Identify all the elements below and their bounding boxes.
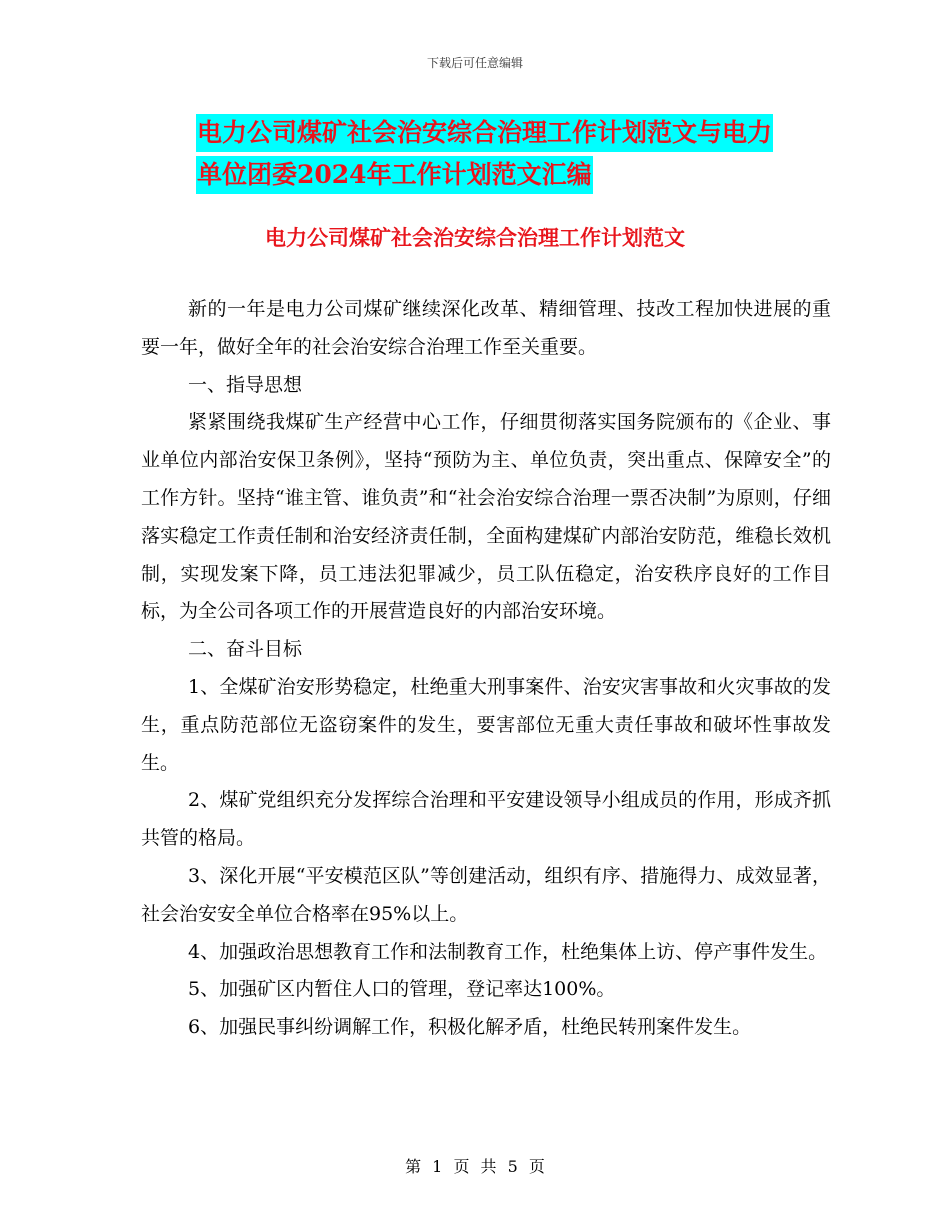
document-title-line-1: 电力公司煤矿社会治安综合治理工作计划范文与电力 xyxy=(196,114,773,152)
paragraph-intro: 新的一年是电力公司煤矿继续深化改革、精细管理、技改工程加快进展的重要一年，做好全年的社会治安综合治理工作至关重要。 xyxy=(141,298,831,358)
goal-item-2: 2、煤矿党组织充分发挥综合治理和平安建设领导小组成员的作用，形成齐抓共管的格局。 xyxy=(141,789,831,850)
page-number-footer: 第 1 页 共 5 页 xyxy=(405,1157,545,1176)
document-body xyxy=(141,291,831,1047)
section-title: 电力公司煤矿社会治安综合治理工作计划范文 xyxy=(265,225,685,250)
goal-item-1: 1、全煤矿治安形势稳定，杜绝重大刑事案件、治安灾害事故和火灾事故的发生，重点防范部位无盗窃案件的发生，要害部位无重大责任事故和破坏性事故发生。 xyxy=(141,675,831,774)
heading-goals: 二、奋斗目标 xyxy=(188,638,303,661)
goal-item-3: 3、深化开展“平安模范区队”等创建活动，组织有序、措施得力、成效显著，社会治安安全单位合格率在95%以上。 xyxy=(141,864,831,925)
paragraph-guiding-ideology: 紧紧围绕我煤矿生产经营中心工作，仔细贯彻落实国务院颁布的《企业、事业单位内部治安保卫条例》，坚持“预防为主、单位负责，突出重点、保障安全”的工作方针。坚持“谁主管、谁负责”和“社会治安综合治理一票否决制”为原则，仔细落实稳定工作责任制和治安经济责任制，全面构建煤矿内部治安防范，维稳长效机制，实现发案下降，员工违法犯罪减少，员工队伍稳定，治安秩序良好的工作目标，为全公司各项工作的开展营造良好的内部治安环境。 xyxy=(141,411,831,623)
page-header-note: 下载后可任意编辑 xyxy=(426,56,523,70)
heading-guiding-ideology: 一、指导思想 xyxy=(188,373,303,396)
goal-item-5: 5、加强矿区内暂住人口的管理，登记率达100%。 xyxy=(188,978,616,1001)
goal-item-6: 6、加强民事纠纷调解工作，积极化解矛盾，杜绝民转刑案件发生。 xyxy=(188,1016,752,1039)
goal-item-4: 4、加强政治思想教育工作和法制教育工作，杜绝集体上访、停产事件发生。 xyxy=(188,940,828,963)
document-title-line-2: 单位团委2024年工作计划范文汇编 xyxy=(196,156,593,194)
